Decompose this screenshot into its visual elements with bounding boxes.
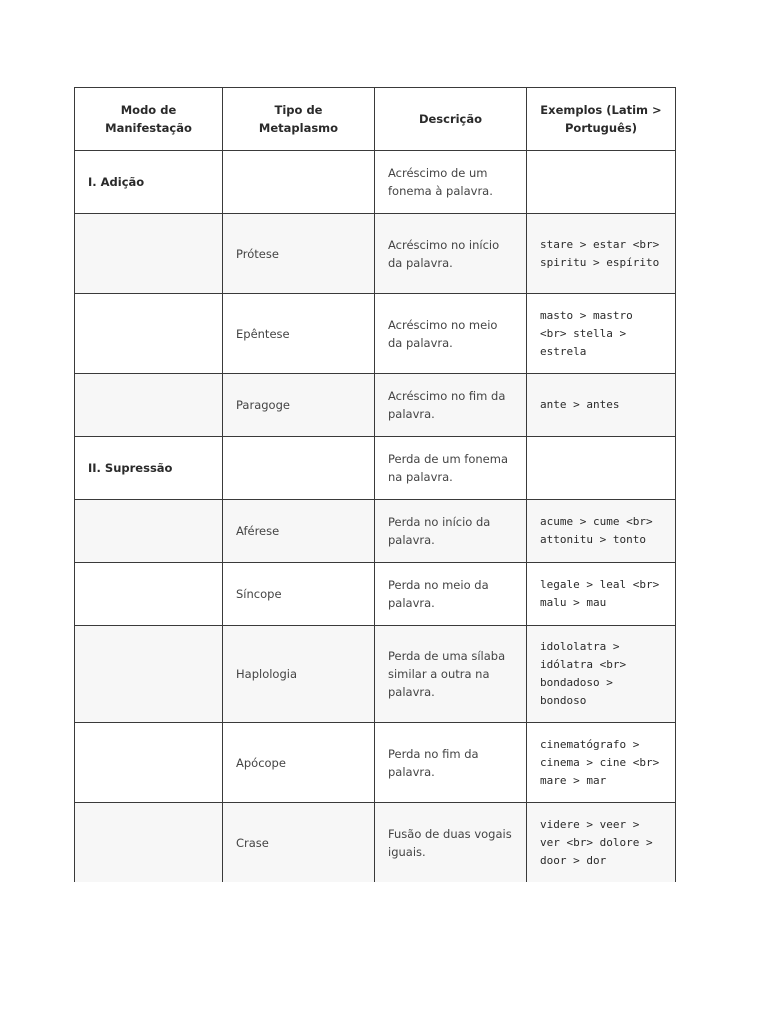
cell-type: Haplologia xyxy=(223,626,375,723)
cell-examples: cinematógrafo > cinema > cine <br> mare > mar xyxy=(527,723,676,803)
metaplasmo-table-container xyxy=(74,87,675,882)
table-header-row xyxy=(75,88,676,151)
table-row xyxy=(75,500,676,563)
cell-type: Síncope xyxy=(223,563,375,626)
table-row xyxy=(75,294,676,374)
cell-desc: Perda no início da palavra. xyxy=(375,500,527,563)
cell-type: Apócope xyxy=(223,723,375,803)
cell-mode xyxy=(75,294,223,374)
cell-type: Epêntese xyxy=(223,294,375,374)
cell-examples: stare > estar <br> spiritu > espírito xyxy=(527,214,676,294)
table-row xyxy=(75,563,676,626)
cell-examples: ante > antes xyxy=(527,374,676,437)
header-tipo: Tipo de Metaplasmo xyxy=(223,88,375,151)
cell-mode xyxy=(75,723,223,803)
cell-desc: Perda no fim da palavra. xyxy=(375,723,527,803)
table-row xyxy=(75,437,676,500)
cell-mode: II. Supressão xyxy=(75,437,223,500)
cell-type xyxy=(223,437,375,500)
table-row xyxy=(75,803,676,883)
header-descricao: Descrição xyxy=(375,88,527,151)
table-row xyxy=(75,626,676,723)
cell-examples: videre > veer > ver <br> dolore > door > dor xyxy=(527,803,676,883)
cell-desc: Perda de uma sílaba similar a outra na palavra. xyxy=(375,626,527,723)
cell-examples: legale > leal <br> malu > mau xyxy=(527,563,676,626)
cell-mode xyxy=(75,626,223,723)
cell-type xyxy=(223,151,375,214)
cell-desc: Acréscimo no fim da palavra. xyxy=(375,374,527,437)
cell-examples: acume > cume <br> attonitu > tonto xyxy=(527,500,676,563)
metaplasmo-table xyxy=(74,87,676,882)
cell-desc: Acréscimo no início da palavra. xyxy=(375,214,527,294)
cell-mode: I. Adição xyxy=(75,151,223,214)
cell-desc: Perda de um fonema na palavra. xyxy=(375,437,527,500)
cell-type: Aférese xyxy=(223,500,375,563)
cell-type: Crase xyxy=(223,803,375,883)
cell-mode xyxy=(75,500,223,563)
cell-mode xyxy=(75,563,223,626)
cell-desc: Fusão de duas vogais iguais. xyxy=(375,803,527,883)
cell-mode xyxy=(75,214,223,294)
cell-type: Prótese xyxy=(223,214,375,294)
cell-examples xyxy=(527,151,676,214)
cell-examples xyxy=(527,437,676,500)
cell-desc: Perda no meio da palavra. xyxy=(375,563,527,626)
table-row xyxy=(75,723,676,803)
table-row xyxy=(75,374,676,437)
table-row xyxy=(75,214,676,294)
cell-mode xyxy=(75,374,223,437)
cell-examples: idololatra > idólatra <br> bondadoso > bondoso xyxy=(527,626,676,723)
cell-examples: masto > mastro <br> stella > estrela xyxy=(527,294,676,374)
cell-mode xyxy=(75,803,223,883)
header-exemplos: Exemplos (Latim > Português) xyxy=(527,88,676,151)
table-row xyxy=(75,151,676,214)
cell-desc: Acréscimo de um fonema à palavra. xyxy=(375,151,527,214)
cell-type: Paragoge xyxy=(223,374,375,437)
header-modo: Modo de Manifestação xyxy=(75,88,223,151)
cell-desc: Acréscimo no meio da palavra. xyxy=(375,294,527,374)
